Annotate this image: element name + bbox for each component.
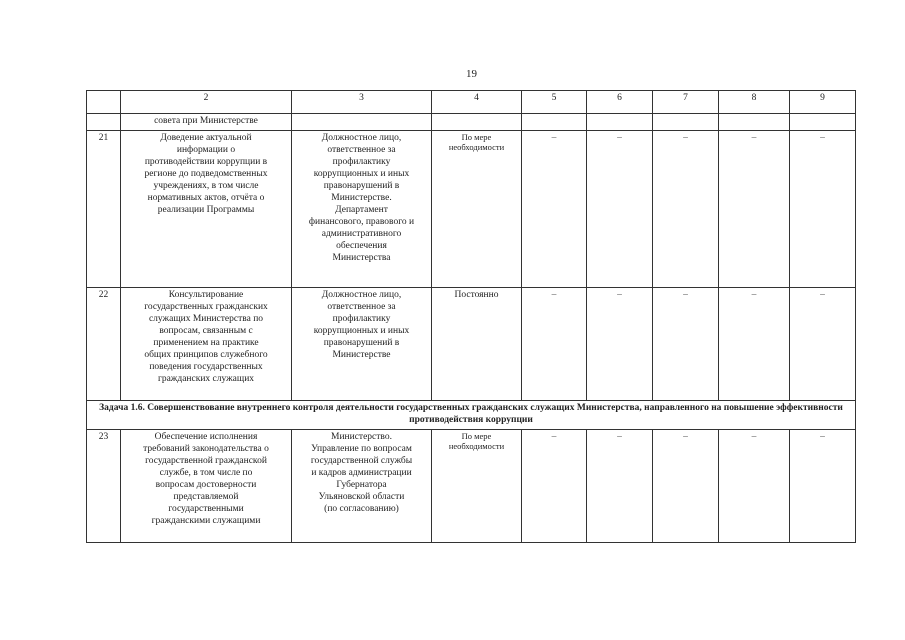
text-line: (по согласованию) <box>324 504 399 514</box>
text-line: нормативных актов, отчёта о <box>147 193 265 203</box>
text-line: необходимости <box>448 441 505 451</box>
term-text <box>432 430 522 543</box>
text-line: административного <box>321 229 402 239</box>
text-line: Губернатора <box>336 480 387 490</box>
text-line: коррупционных и иных <box>313 326 410 336</box>
text-line: финансового, правового и <box>308 217 415 227</box>
value-cell: – <box>587 131 653 288</box>
responsible-text <box>292 288 432 401</box>
table-row <box>87 288 856 401</box>
value-cell: – <box>790 288 856 401</box>
table-cell <box>790 114 856 131</box>
header-cell <box>87 91 121 114</box>
text-line: представляемой <box>173 492 239 502</box>
text-line: государственной гражданской <box>145 456 267 466</box>
page-number: 19 <box>466 68 477 80</box>
term-text <box>432 131 522 288</box>
measure-text <box>121 288 292 401</box>
text-line: По мере <box>461 132 492 142</box>
text-line: реализации Программы <box>157 205 255 215</box>
text-line: противодействии коррупции в <box>144 157 268 167</box>
term-text <box>432 288 522 401</box>
table-row <box>87 430 856 543</box>
value-cell: – <box>719 131 790 288</box>
text-line: применением на практике <box>153 338 259 348</box>
text-line: По мере <box>461 431 492 441</box>
text-line: информации о <box>176 145 236 155</box>
text-line: служащих Министерства по <box>148 314 264 324</box>
value-cell: – <box>719 430 790 543</box>
text-line: поведения государственных <box>149 362 263 372</box>
text-line: Управление по вопросам <box>311 444 412 454</box>
value-cell: – <box>587 288 653 401</box>
task-row <box>87 401 856 430</box>
value-cell: – <box>522 288 587 401</box>
row-number: 23 <box>87 430 121 543</box>
row-number: 22 <box>87 288 121 401</box>
table-cell <box>719 114 790 131</box>
header-cell: 7 <box>653 91 719 114</box>
text-line: ответственное за <box>327 302 396 312</box>
measure-text <box>121 430 292 543</box>
table-cell <box>522 114 587 131</box>
task-heading: Задача 1.6. Совершенствование внутреннего контроля деятельности государственных гражданских служащих Министерства, направленного на повышение эффективности противодействия коррупции <box>87 401 856 430</box>
text-line: вопросам достоверности <box>155 480 257 490</box>
text-line: государственной службы <box>310 456 413 466</box>
value-cell: – <box>790 430 856 543</box>
value-cell: – <box>653 288 719 401</box>
value-cell: – <box>522 131 587 288</box>
table-cell <box>432 114 522 131</box>
text-line: Должностное лицо, <box>321 290 402 300</box>
header-cell: 4 <box>432 91 522 114</box>
value-cell: – <box>522 430 587 543</box>
responsible-text <box>292 430 432 543</box>
text-line: Постоянно <box>454 290 499 300</box>
text-line: правонарушений в <box>323 338 400 348</box>
value-cell: – <box>790 131 856 288</box>
text-line: Министерство. <box>331 432 392 442</box>
text-line: государственными <box>168 504 244 514</box>
header-cell: 6 <box>587 91 653 114</box>
text-line: коррупционных и иных <box>313 169 410 179</box>
header-cell: 3 <box>292 91 432 114</box>
text-line: учреждениях, в том числе <box>153 181 259 191</box>
header-cell: 2 <box>121 91 292 114</box>
text-line: Министерстве <box>332 350 391 360</box>
text-line: общих принципов служебного <box>144 350 268 360</box>
text-line: необходимости <box>448 142 505 152</box>
value-cell: – <box>653 430 719 543</box>
text-line: требований законодательства о <box>143 444 269 454</box>
responsible-text <box>292 131 432 288</box>
header-cell: 5 <box>522 91 587 114</box>
text-line: вопросам, связанным с <box>159 326 253 336</box>
value-cell: – <box>653 131 719 288</box>
measure-text <box>121 131 292 288</box>
text-line: Консультирование <box>168 290 244 300</box>
text-line: гражданскими служащими <box>151 516 261 526</box>
header-row <box>87 91 856 114</box>
text-line: Должностное лицо, <box>321 133 402 143</box>
value-cell: – <box>719 288 790 401</box>
text-line: Департамент <box>335 205 388 215</box>
text-line: государственных гражданских <box>144 302 268 312</box>
table-cell <box>653 114 719 131</box>
text-line: правонарушений в <box>323 181 400 191</box>
table-row <box>87 131 856 288</box>
text-line: обеспечения <box>336 241 387 251</box>
text-line: Министерства <box>332 253 391 263</box>
text-line: гражданских служащих <box>157 374 255 384</box>
table-cell <box>587 114 653 131</box>
text-line: Обеспечение исполнения <box>154 432 258 442</box>
table-cell <box>87 114 121 131</box>
value-cell: – <box>587 430 653 543</box>
text-line: ответственное за <box>327 145 396 155</box>
row-number: 21 <box>87 131 121 288</box>
header-cell: 8 <box>719 91 790 114</box>
text-line: профилактику <box>332 157 391 167</box>
text-line: Доведение актуальной <box>160 133 252 143</box>
continuation-row <box>87 114 856 131</box>
text-line: регионе до подведомственных <box>144 169 268 179</box>
text-line: профилактику <box>332 314 391 324</box>
text-line: Ульяновской области <box>318 492 405 502</box>
measure-text: совета при Министерстве <box>121 114 292 131</box>
header-cell: 9 <box>790 91 856 114</box>
text-line: Министерстве. <box>331 193 392 203</box>
table-cell <box>292 114 432 131</box>
text-line: службе, в том числе по <box>159 468 253 478</box>
measures-table <box>86 90 856 543</box>
text-line: и кадров администрации <box>311 468 412 478</box>
